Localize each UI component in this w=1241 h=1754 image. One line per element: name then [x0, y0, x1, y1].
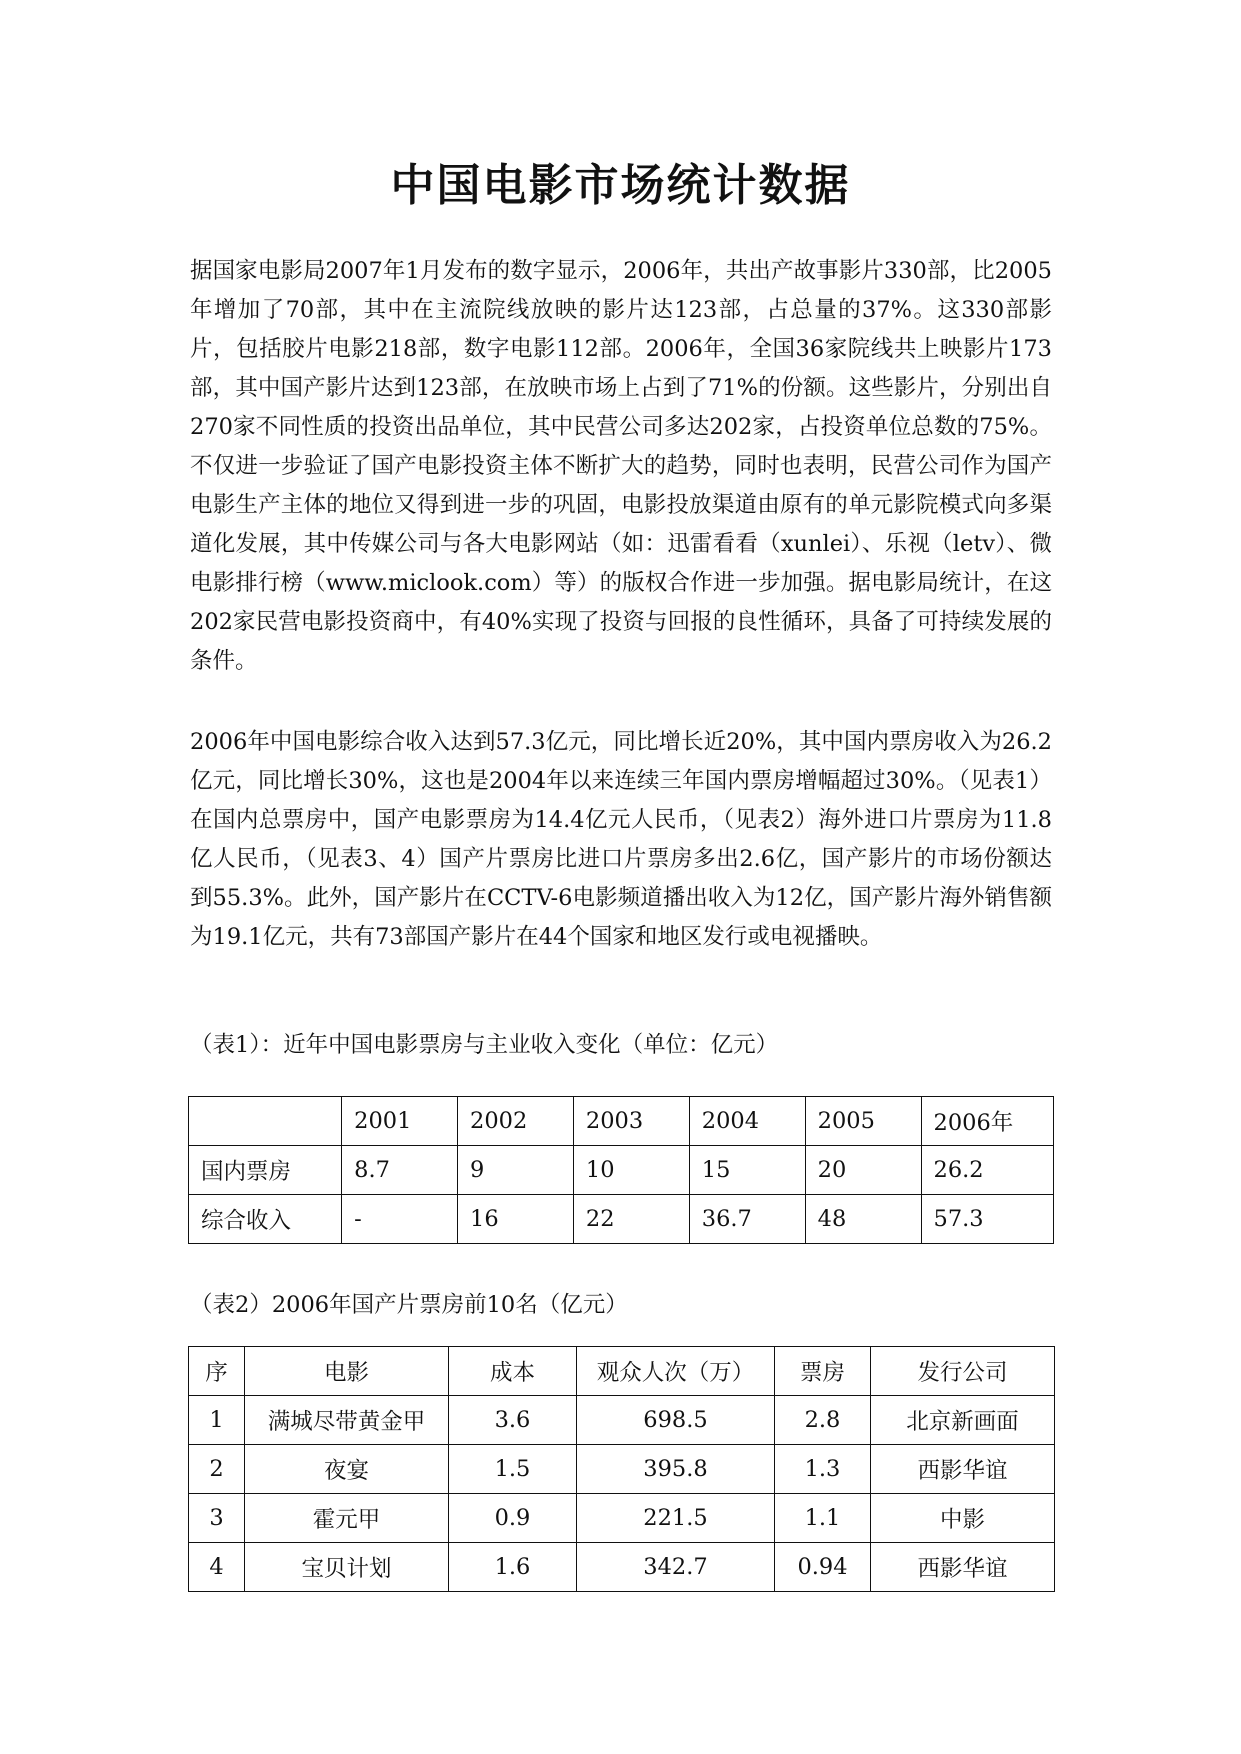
- table-row: [189, 1445, 1055, 1494]
- header-cell: 2005: [805, 1097, 921, 1146]
- page-title: 中国电影市场统计数据: [390, 160, 851, 211]
- table-cell: 霍元甲: [245, 1494, 449, 1543]
- table-cell: 16: [458, 1195, 574, 1244]
- header-cell: 2004: [689, 1097, 805, 1146]
- header-cell: 2006年: [921, 1097, 1054, 1146]
- table-cell: 2.8: [775, 1396, 871, 1445]
- table-cell: 3.6: [449, 1396, 577, 1445]
- table-cell: 698.5: [577, 1396, 775, 1445]
- table-cell: 20: [805, 1146, 921, 1195]
- table-row: [189, 1494, 1055, 1543]
- header-cell: 观众人次（万）: [577, 1347, 775, 1396]
- table-cell: 国内票房: [189, 1146, 342, 1195]
- table-cell: 满城尽带黄金甲: [245, 1396, 449, 1445]
- table-cell: 26.2: [921, 1146, 1054, 1195]
- table1-caption: （表1）：近年中国电影票房与主业收入变化（单位：亿元）: [190, 1032, 779, 1058]
- header-cell: 成本: [449, 1347, 577, 1396]
- table-cell: 57.3: [921, 1195, 1054, 1244]
- table-cell: 36.7: [689, 1195, 805, 1244]
- table-cell: 综合收入: [189, 1195, 342, 1244]
- header-cell: 发行公司: [871, 1347, 1055, 1396]
- table-cell: 395.8: [577, 1445, 775, 1494]
- table-cell: 4: [189, 1543, 245, 1592]
- table-cell: 1.3: [775, 1445, 871, 1494]
- header-cell: [189, 1097, 342, 1146]
- table-row: [189, 1195, 1054, 1244]
- table-cell: 夜宴: [245, 1445, 449, 1494]
- table-cell: 10: [573, 1146, 689, 1195]
- table-cell: 3: [189, 1494, 245, 1543]
- header-cell: 2001: [342, 1097, 458, 1146]
- table-cell: 西影华谊: [871, 1543, 1055, 1592]
- header-cell: 序: [189, 1347, 245, 1396]
- table-row: [189, 1543, 1055, 1592]
- table-row: [189, 1146, 1054, 1195]
- table-cell: 342.7: [577, 1543, 775, 1592]
- body-paragraph-2: 2006年中国电影综合收入达到57.3亿元，同比增长近20%，其中国内票房收入为26.2亿元，同比增长30%，这也是2004年以来连续三年国内票房增幅超过30%。（见表1）在国内总票房中，国产电影票房为14.4亿元人民币，（见表2）海外进口片票房为11.8亿人民币，（见表3、4）国产片票房比进口片票房多出2.6亿，国产影片的市场份额达到55.3%。此外，国产影片在CCTV-6电影频道播出收入为12亿，国产影片海外销售额为19.1亿元，共有73部国产影片在44个国家和地区发行或电视播映。: [190, 729, 1052, 950]
- header-cell: 2002: [458, 1097, 574, 1146]
- table-cell: 1.6: [449, 1543, 577, 1592]
- table-cell: 0.94: [775, 1543, 871, 1592]
- body-paragraph-1: 据国家电影局2007年1月发布的数字显示，2006年，共出产故事影片330部，比2005年增加了70部，其中在主流院线放映的影片达123部，占总量的37%。这330部影片，包括胶片电影218部，数字电影112部。2006年，全国36家院线共上映影片173部，其中国产影片达到123部，在放映市场上占到了71%的份额。这些影片，分别出自270家不同性质的投资出品单位，其中民营公司多达202家，占投资单位总数的75%。不仅进一步验证了国产电影投资主体不断扩大的趋势，同时也表明，民营公司作为国产电影生产主体的地位又得到进一步的巩固，电影投放渠道由原有的单元影院模式向多渠道化发展，其中传媒公司与各大电影网站（如：迅雷看看（xunlei）、乐视（letv）、微电影排行榜（www.miclook.com）等）的版权合作进一步加强。据电影局统计，在这202家民营电影投资商中，有40%实现了投资与回报的良性循环，具备了可持续发展的条件。: [190, 258, 1052, 674]
- table-cell: 0.9: [449, 1494, 577, 1543]
- header-cell: 2003: [573, 1097, 689, 1146]
- table-cell: 48: [805, 1195, 921, 1244]
- table-cell: 1.5: [449, 1445, 577, 1494]
- table2-caption: （表2）2006年国产片票房前10名（亿元）: [190, 1292, 628, 1318]
- table-cell: 宝贝计划: [245, 1543, 449, 1592]
- table-cell: 北京新画面: [871, 1396, 1055, 1445]
- table-cell: 西影华谊: [871, 1445, 1055, 1494]
- table-cell: 1.1: [775, 1494, 871, 1543]
- table-header-row: [189, 1097, 1054, 1146]
- table-cell: 2: [189, 1445, 245, 1494]
- header-cell: 票房: [775, 1347, 871, 1396]
- table-cell: -: [342, 1195, 458, 1244]
- table-row: [189, 1396, 1055, 1445]
- box-office-income-table: [188, 1096, 1054, 1244]
- table-cell: 1: [189, 1396, 245, 1445]
- table-header-row: [189, 1347, 1055, 1396]
- table-cell: 9: [458, 1146, 574, 1195]
- header-cell: 电影: [245, 1347, 449, 1396]
- table-cell: 中影: [871, 1494, 1055, 1543]
- table-cell: 22: [573, 1195, 689, 1244]
- table-cell: 221.5: [577, 1494, 775, 1543]
- table-cell: 8.7: [342, 1146, 458, 1195]
- table-cell: 15: [689, 1146, 805, 1195]
- top-domestic-films-table: [188, 1346, 1055, 1592]
